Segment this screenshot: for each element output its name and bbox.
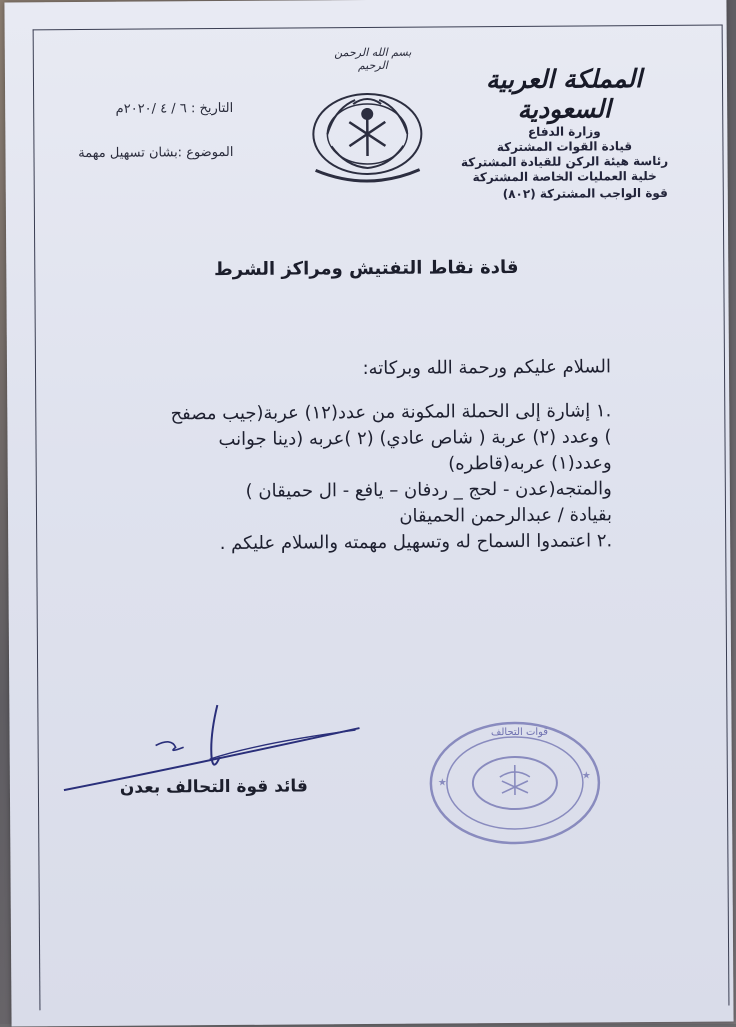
- body-line: بقيادة / عبدالرحمن الحميقان: [399, 504, 613, 527]
- document-date: التاريخ : ٦ / ٤ /٢٠٢٠م: [115, 100, 234, 117]
- letterhead: [459, 64, 670, 185]
- body-line: ) وعدد (٢) عربة ( شاص عادي) (٢ )عربه (دينا جوانب: [218, 426, 612, 451]
- letterhead-line-command: قيادة القوات المشتركة: [496, 139, 633, 155]
- body-line: وعدد(١) عربه(قاطره): [448, 452, 612, 475]
- letter-body: [91, 398, 612, 558]
- letterhead-line-cell: خلية العمليات الخاصة المشتركة: [472, 168, 657, 185]
- letterhead-line-ministry: وزارة الدفاع: [527, 124, 601, 139]
- greeting: السلام عليكم ورحمة الله وبركاته:: [362, 356, 612, 380]
- task-force-line: قوة الواجب المشتركة (٨٠٢): [502, 185, 668, 202]
- body-line: .٢ اعتمدوا السماح له وتسهيل مهمته والسلام عليكم .: [219, 530, 613, 555]
- stamp-label: قوات التحالف: [490, 726, 549, 739]
- svg-text:★: ★: [581, 770, 591, 782]
- document-page: [4, 0, 733, 1027]
- basmala: بسم الله الرحمن الرحيم: [334, 45, 412, 73]
- svg-text:★: ★: [437, 777, 447, 789]
- letterhead-line-staff: رئاسة هيئة الركن للقيادة المشتركة: [460, 153, 669, 170]
- body-line: والمتجه(عدن - لحج _ ردفان – يافع - ال حميقان ): [245, 478, 612, 502]
- kingdom-title: المملكة العربية السعودية: [485, 64, 643, 124]
- document-subject: الموضوع :بشان تسهيل مهمة: [78, 144, 234, 162]
- military-emblem-icon: [305, 88, 430, 189]
- addressee-title: قادة نقاط التفتيش ومراكز الشرط: [213, 256, 519, 281]
- body-line: .١ إشارة إلى الحملة المكونة من عدد(١٢) عربة(جيب مصفح: [170, 400, 612, 425]
- signatory-title: قائد قوة التحالف بعدن: [119, 776, 308, 798]
